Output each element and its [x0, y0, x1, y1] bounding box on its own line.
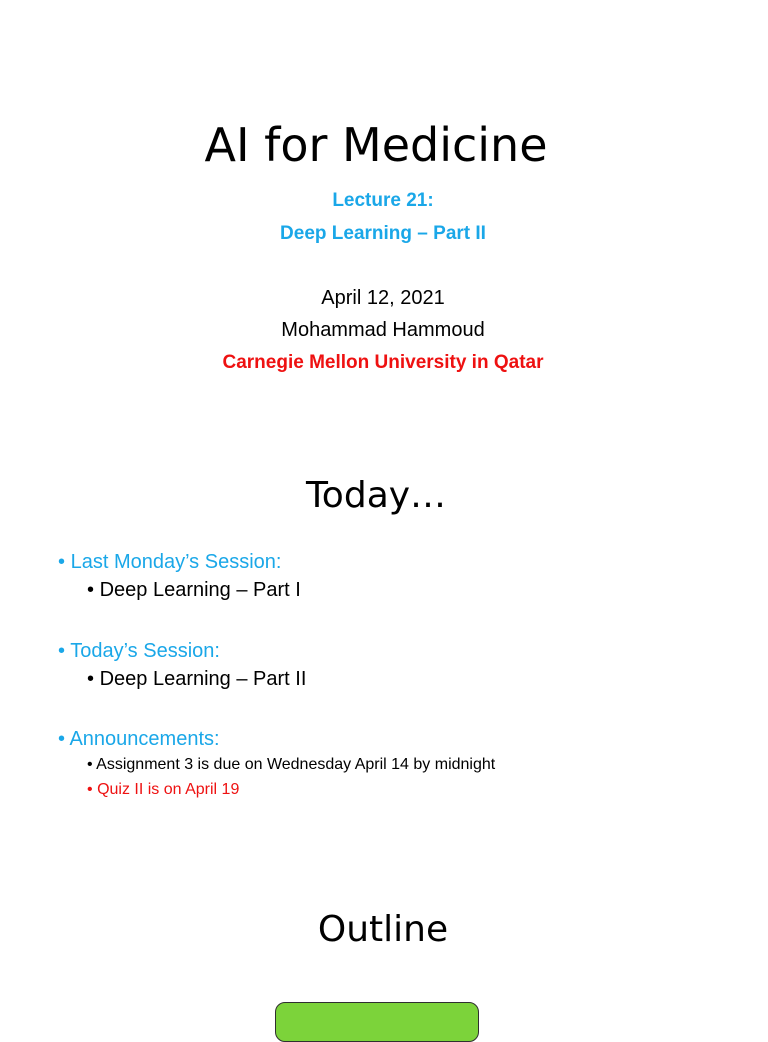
section-today: [58, 641, 220, 661]
today-slide-title: Today…: [305, 475, 447, 516]
list-item: [87, 757, 495, 773]
bullet-dot-icon: •: [58, 640, 66, 662]
bullet-dot-icon: •: [87, 579, 95, 601]
list-item-text: Deep Learning – Part II: [99, 668, 307, 690]
lecture-number: Lecture 21:: [332, 190, 434, 211]
list-item-quiz: [87, 782, 239, 798]
author-name: Mohammad Hammoud: [281, 319, 485, 341]
outline-slide-title: Outline: [317, 909, 449, 950]
section-last-monday: [58, 552, 281, 572]
lecture-date: April 12, 2021: [321, 287, 445, 309]
section-label: Announcements:: [69, 728, 220, 750]
bullet-dot-icon: •: [87, 781, 93, 798]
bullet-dot-icon: •: [58, 551, 66, 573]
section-label: Today’s Session:: [70, 640, 220, 662]
outline-box: [275, 1002, 479, 1042]
list-item-text: Assignment 3 is due on Wednesday April 14 by midnight: [96, 756, 496, 773]
institution-name: Carnegie Mellon University in Qatar: [222, 352, 544, 373]
bullet-dot-icon: •: [58, 728, 66, 750]
list-item: [87, 669, 306, 689]
list-item-text: Deep Learning – Part I: [99, 579, 301, 601]
list-item-text: Quiz II is on April 19: [97, 781, 240, 798]
lecture-title: AI for Medicine: [204, 118, 548, 172]
bullet-dot-icon: •: [87, 756, 93, 773]
section-announcements: [58, 729, 220, 749]
list-item: [87, 580, 301, 600]
section-label: Last Monday’s Session:: [70, 551, 282, 573]
lecture-topic: Deep Learning – Part II: [280, 223, 486, 244]
bullet-dot-icon: •: [87, 668, 95, 690]
